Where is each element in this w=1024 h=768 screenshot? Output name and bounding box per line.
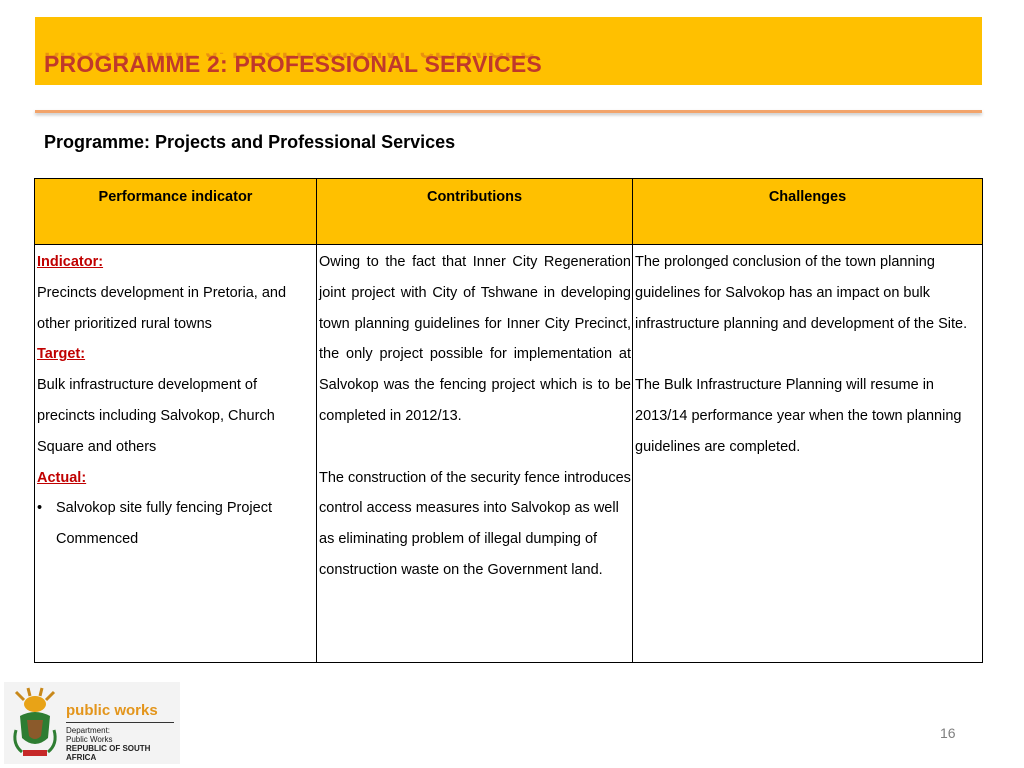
indicator-cell xyxy=(35,245,317,663)
logo-line-1: Department: xyxy=(66,726,111,735)
header-contributions: Contributions xyxy=(317,179,633,245)
paragraph-gap xyxy=(319,432,631,463)
logo-divider xyxy=(66,722,174,723)
actual-item xyxy=(37,493,315,555)
slide-title: PROGRAMME 2: PROFESSIONAL SERVICES xyxy=(44,51,542,77)
indicator-text: Precincts development in Pretoria, and other prioritized rural towns xyxy=(37,284,287,332)
slide-subtitle: Programme: Projects and Professional Services xyxy=(44,132,456,152)
header-performance-indicator: Performance indicator xyxy=(35,179,317,245)
contribution-paragraph: Owing to the fact that Inner City Regeneration joint project with City of Tshwane in developing town planning guidelines for Inner City Precinct, the only project possible for implementation at Salvokop was the fencing project which is to be completed in 2012/13. xyxy=(319,254,631,424)
paragraph-gap xyxy=(635,339,981,370)
contribution-paragraph: The construction of the security fence introduces control access measures into Salvokop as well as eliminating problem of illegal dumping of construction waste on the Government land. xyxy=(319,469,631,578)
challenge-paragraph: The Bulk Infrastructure Planning will resume in 2013/14 performance year when the town planning guidelines are completed. xyxy=(635,377,962,455)
logo-line-3: REPUBLIC OF SOUTH AFRICA xyxy=(66,744,151,762)
bullet-icon: • xyxy=(37,500,43,517)
challenges-cell xyxy=(633,245,983,663)
department-logo xyxy=(4,682,180,764)
challenge-paragraph: The prolonged conclusion of the town planning guidelines for Salvokop has an impact on bulk infrastructure planning and development of the Site. xyxy=(635,254,968,332)
logo-brand-text: public works xyxy=(66,702,158,719)
contributions-cell xyxy=(317,245,633,663)
target-label: Target: xyxy=(37,346,86,363)
title-divider xyxy=(35,110,982,113)
page-number: 16 xyxy=(940,725,956,741)
logo-line-2: Public Works xyxy=(66,735,113,744)
header-challenges: Challenges xyxy=(633,179,983,245)
indicator-label: Indicator: xyxy=(37,254,104,270)
table-row xyxy=(35,245,983,663)
actual-label: Actual: xyxy=(37,469,87,486)
coat-of-arms-icon xyxy=(10,686,60,760)
target-text: Bulk infrastructure development of precincts including Salvokop, Church Square and others xyxy=(37,377,275,455)
table-header-row xyxy=(35,179,983,245)
actual-item-text: Salvokop site fully fencing Project Commenced xyxy=(56,500,272,548)
performance-table xyxy=(34,178,983,663)
